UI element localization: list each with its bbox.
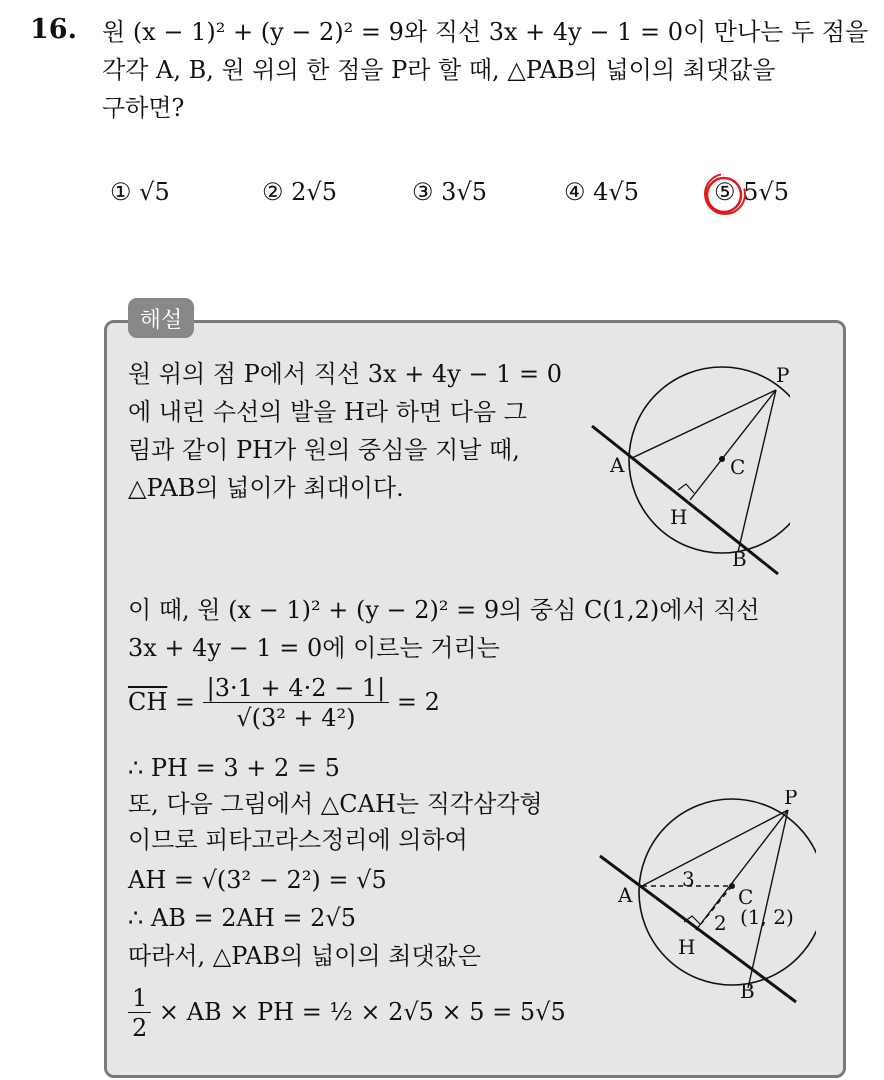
ch-result: = 2 — [396, 688, 440, 716]
fig2-label-b: B — [740, 979, 755, 1003]
fig2-label-len2: 2 — [714, 911, 727, 935]
fig1-label-p: P — [776, 363, 790, 387]
fig1-right-angle — [678, 484, 694, 493]
ch-label: $\overline{CH}$ — [128, 688, 168, 716]
question-line-1: 원 (x − 1)² + (y − 2)² = 9와 직선 3x + 4y − 1 = 0이 만나는 두 점을 — [102, 18, 869, 46]
fig2-label-len3: 3 — [682, 867, 695, 891]
fig2-label-h: H — [678, 935, 696, 959]
fig1-label-a: A — [610, 453, 625, 477]
ch-equation: $\overline{CH}$ = $\frac{|3\cdot 1 + 4\cdot 2 - 1|}{\text{√(3² + 4²)}}$ = 2 — [128, 674, 440, 732]
final-half-fraction: $\frac{1}{2}$ — [128, 984, 151, 1043]
question-line-2: 각각 A, B, 원 위의 한 점을 P라 할 때, △PAB의 넓이의 최댓값을 — [102, 56, 776, 84]
fig1-label-b: B — [732, 547, 747, 571]
ch-numerator: |3·1 + 4·2 − 1| — [203, 674, 390, 703]
ab-line: ∴ AB = 2AH = 2√5 — [128, 904, 356, 932]
final-expression: × AB × PH = ½ × 2√5 × 5 = 5√5 — [158, 998, 566, 1026]
option-2[interactable]: ② 2√5 — [262, 178, 337, 206]
fig2-center-point — [729, 883, 735, 889]
solution-intro-2: 에 내린 수선의 발을 H라 하면 다음 그 — [128, 398, 527, 426]
fig2-line — [600, 856, 796, 1002]
ch-denominator: √(3² + 4²) — [236, 704, 356, 732]
question-number: 16. — [30, 14, 77, 45]
solution-line-8: 또, 다음 그림에서 △CAH는 직각삼각형 — [128, 790, 543, 818]
solution-line-9: 이므로 피타고라스정리에 의하여 — [128, 826, 468, 854]
ph-line: ∴ PH = 3 + 2 = 5 — [128, 754, 340, 782]
fig2-circle — [639, 799, 816, 985]
solution-intro-3: 림과 같이 PH가 원의 중심을 지날 때, — [128, 436, 520, 464]
solution-line-6: 3x + 4y − 1 = 0에 이르는 거리는 — [128, 634, 500, 662]
solution-line-5: 이 때, 원 (x − 1)² + (y − 2)² = 9의 중심 C(1,2)에서 직선 — [128, 596, 760, 624]
fig2-label-coord: (1, 2) — [740, 905, 794, 929]
ah-line: AH = √(3² − 2²) = √5 — [128, 866, 387, 894]
solution-intro-1: 원 위의 점 P에서 직선 3x + 4y − 1 = 0 — [128, 360, 563, 388]
fig1-label-h: H — [670, 505, 688, 529]
answer-circle-mark — [700, 172, 752, 218]
fig1-segment-pa — [632, 390, 776, 458]
fig2-label-c: C — [738, 885, 754, 909]
option-5[interactable]: ⑤ 5√5 — [714, 178, 789, 206]
option-3[interactable]: ③ 3√5 — [412, 178, 487, 206]
option-1[interactable]: ① √5 — [110, 178, 170, 206]
figure-2 — [596, 790, 816, 1010]
ch-fraction — [203, 674, 390, 733]
solution-badge: 해설 — [128, 298, 194, 338]
option-4[interactable]: ④ 4√5 — [564, 178, 639, 206]
fig2-label-a: A — [618, 883, 633, 907]
final-equation — [128, 984, 566, 1043]
solution-intro-4: △PAB의 넓이가 최대이다. — [128, 474, 404, 502]
figure-1 — [580, 360, 790, 580]
fig1-center-point — [719, 456, 725, 462]
fig2-segment-pa — [642, 810, 788, 886]
solution-line-12: 따라서, △PAB의 넓이의 최댓값은 — [128, 942, 481, 970]
question-line-3: 구하면? — [102, 94, 185, 122]
fig1-label-c: C — [730, 455, 746, 479]
fig2-label-p: P — [784, 790, 798, 809]
